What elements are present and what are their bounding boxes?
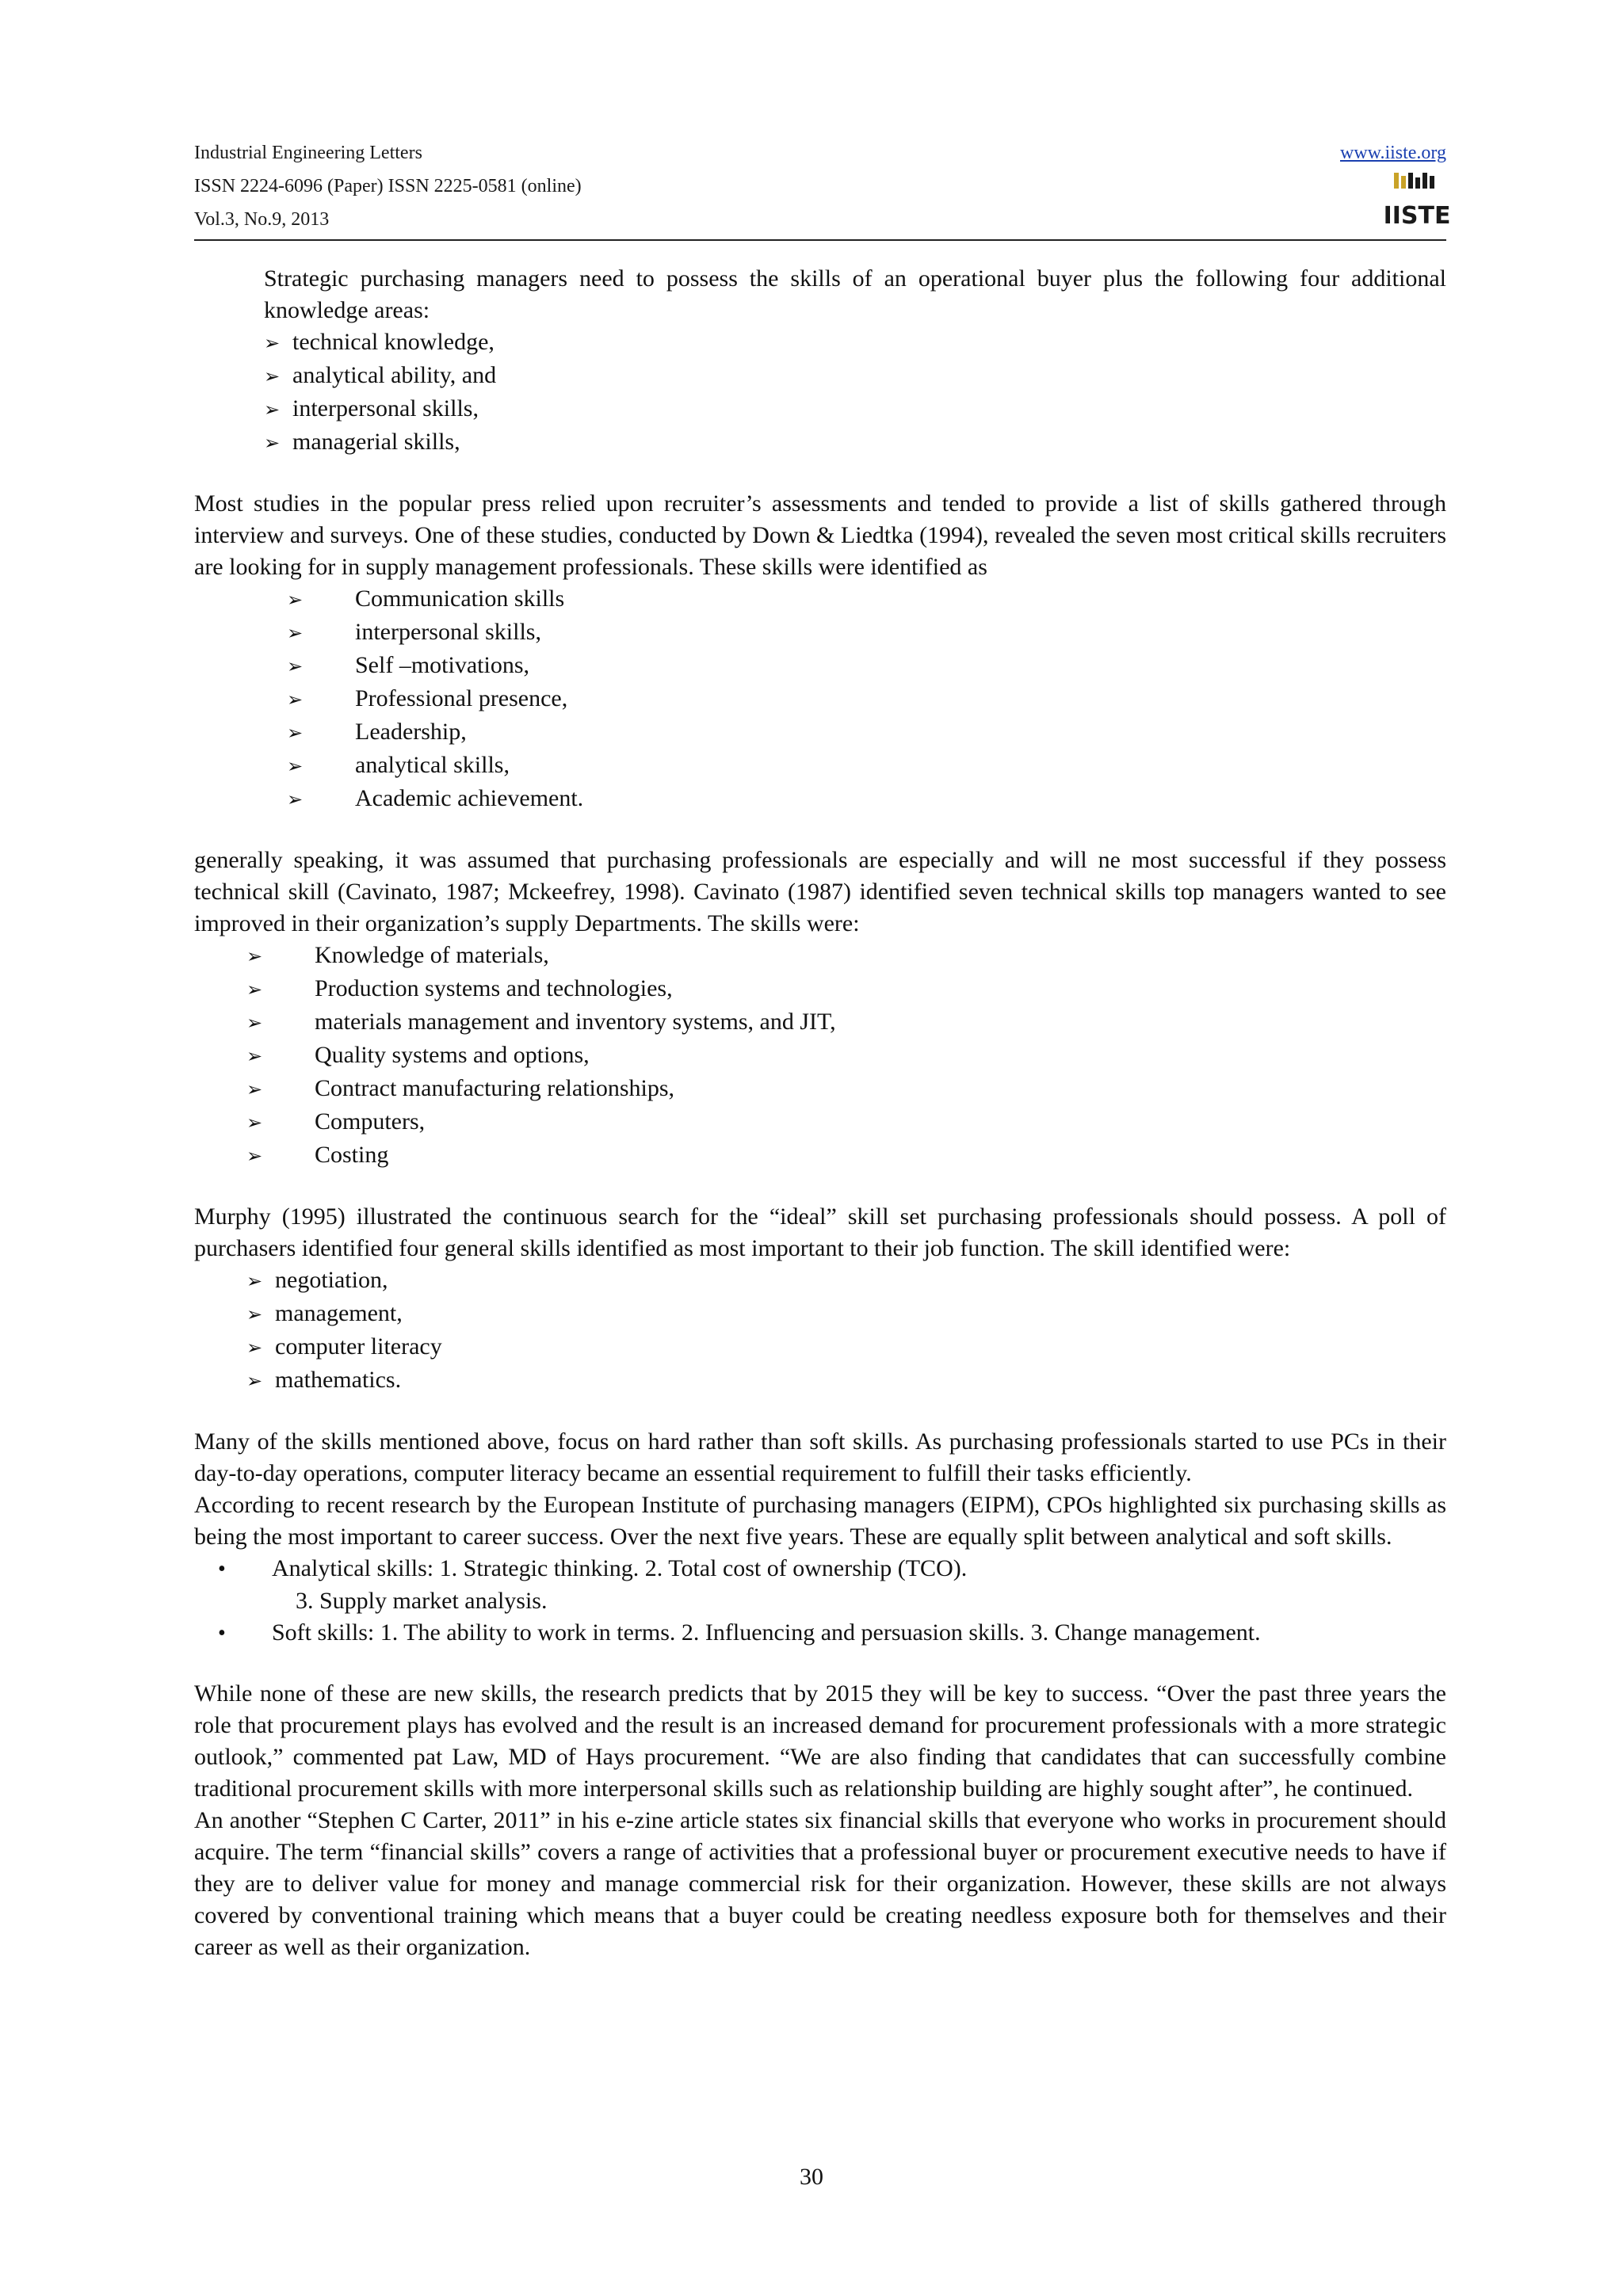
arrow-bullet-icon: ➢	[246, 1080, 263, 1100]
intro-paragraph: Strategic purchasing managers need to possess the skills of an operational buyer plus the following four additional knowledge areas:	[264, 265, 1446, 323]
list-item: • Soft skills: 1. The ability to work in terms. 2. Influencing and persuasion skills. 3. Change management.	[218, 1617, 1446, 1650]
iiste-logo-icon	[1383, 171, 1451, 230]
recruiter-skills-list	[194, 583, 1446, 816]
arrow-bullet-icon: ➢	[287, 723, 304, 744]
knowledge-areas-list	[194, 326, 1446, 460]
arrow-bullet-icon: ➢	[246, 1047, 263, 1067]
list-item: ➢ mathematics.	[246, 1364, 1446, 1398]
arrow-bullet-icon: ➢	[264, 433, 281, 454]
bullet-icon: •	[218, 1557, 226, 1581]
arrow-bullet-icon: ➢	[287, 657, 304, 677]
arrow-bullet-icon: ➢	[246, 980, 263, 1001]
journal-name: Industrial Engineering Letters	[194, 143, 422, 163]
body-paragraph: generally speaking, it was assumed that purchasing professionals are especially and will ne most successful if they possess technical skill (Cavinato, 1987; Mckeefrey, 1998). Cavinato (1987) identified seven technical skills top managers wanted to see improved in their organization’s supply Departments. The skills were:	[194, 847, 1446, 936]
body-paragraph: Murphy (1995) illustrated the continuous search for the “ideal” skill set purchasing professionals should possess. A poll of purchasers identified four general skills identified as most important to their job function. The skill identified were:	[194, 1203, 1446, 1261]
list-item-continuation: 3. Supply market analysis.	[296, 1588, 548, 1614]
list-item: ➢ managerial skills,	[264, 426, 1446, 460]
volume-line: Vol.3, No.9, 2013	[194, 209, 330, 230]
list-item: ➢ Quality systems and options,	[246, 1039, 1446, 1073]
list-item: ➢ technical knowledge,	[264, 326, 1446, 360]
header-rule	[194, 239, 1446, 241]
general-skills-list	[194, 1264, 1446, 1398]
list-item: ➢ analytical ability, and	[264, 360, 1446, 393]
arrow-bullet-icon: ➢	[246, 1013, 263, 1034]
arrow-bullet-icon: ➢	[246, 1338, 263, 1359]
arrow-bullet-icon: ➢	[246, 947, 263, 967]
list-item: ➢ Academic achievement.	[287, 783, 1446, 816]
arrow-bullet-icon: ➢	[287, 690, 304, 711]
arrow-bullet-icon: ➢	[246, 1371, 263, 1392]
issn-line: ISSN 2224-6096 (Paper) ISSN 2225-0581 (online)	[194, 176, 582, 196]
list-item: ➢ Production systems and technologies,	[246, 973, 1446, 1006]
list-item: ➢ negotiation,	[246, 1264, 1446, 1298]
list-item: ➢ computer literacy	[246, 1331, 1446, 1364]
arrow-bullet-icon: ➢	[287, 624, 304, 644]
page-header	[194, 136, 1451, 238]
list-item: ➢ Contract manufacturing relationships,	[246, 1073, 1446, 1106]
arrow-bullet-icon: ➢	[264, 367, 281, 387]
list-item: ➢ Computers,	[246, 1106, 1446, 1139]
list-item: ➢ Professional presence,	[287, 683, 1446, 716]
arrow-bullet-icon: ➢	[246, 1272, 263, 1292]
list-item: ➢ management,	[246, 1298, 1446, 1331]
list-item: ➢ interpersonal skills,	[287, 616, 1446, 650]
arrow-bullet-icon: ➢	[264, 334, 281, 354]
body-paragraph: Most studies in the popular press relied upon recruiter’s assessments and tended to provide a list of skills gathered through interview and surveys. One of these studies, conducted by Down & Liedtka (1994), revealed the seven most critical skills recruiters are looking for in supply management professionals. These skills were identified as	[194, 490, 1446, 580]
arrow-bullet-icon: ➢	[246, 1146, 263, 1167]
list-item: ➢ interpersonal skills,	[264, 393, 1446, 426]
list-item: ➢ Knowledge of materials,	[246, 940, 1446, 973]
arrow-bullet-icon: ➢	[246, 1305, 263, 1325]
list-item: ➢ Costing	[246, 1139, 1446, 1173]
body-paragraph: According to recent research by the European Institute of purchasing managers (EIPM), CPOs highlighted six purchasing skills as being the most important to career success. Over the next five years. These are equally split between analytical and soft skills.	[194, 1492, 1446, 1550]
list-item: • Analytical skills: 1. Strategic thinking. 2. Total cost of ownership (TCO).	[218, 1553, 1446, 1585]
eipm-skills-list	[194, 1553, 1446, 1650]
body-paragraph: Many of the skills mentioned above, focus on hard rather than soft skills. As purchasing professionals started to use PCs in their day-to-day operations, computer literacy became an essential requirement to fulfill their tasks efficiently.	[194, 1428, 1446, 1486]
list-item: ➢ Leadership,	[287, 716, 1446, 749]
journal-url-link[interactable]: www.iiste.org	[1340, 143, 1446, 163]
arrow-bullet-icon: ➢	[264, 400, 281, 421]
list-item: ➢ Self –motivations,	[287, 650, 1446, 683]
body-paragraph: While none of these are new skills, the research predicts that by 2015 they will be key to success. “Over the past three years the role that procurement plays has evolved and the result is an increased demand for procurement professionals with a more strategic outlook,” commented pat Law, MD of Hays procurement. “We are also finding that candidates that can successfully combine traditional procurement skills with more interpersonal skills such as relationship building are highly sought after”, he continued.	[194, 1680, 1446, 1802]
list-item: ➢ analytical skills,	[287, 749, 1446, 783]
technical-skills-list	[194, 940, 1446, 1173]
body-paragraph: An another “Stephen C Carter, 2011” in his e-zine article states six financial skills that everyone who works in procurement should acquire. The term “financial skills” covers a range of activities that a professional buyer or procurement executive needs to have if they are to deliver value for money and manage commercial risk for their organization. However, these skills are not always covered by conventional training which means that a buyer could be creating needless exposure both for themselves and their career as well as their organization.	[194, 1807, 1446, 1960]
arrow-bullet-icon: ➢	[246, 1113, 263, 1134]
svg-text:IISTE: IISTE	[1383, 202, 1451, 230]
arrow-bullet-icon: ➢	[287, 790, 304, 810]
list-item: ➢ materials management and inventory systems, and JIT,	[246, 1006, 1446, 1039]
arrow-bullet-icon: ➢	[287, 590, 304, 611]
bullet-icon: •	[218, 1621, 226, 1646]
arrow-bullet-icon: ➢	[287, 757, 304, 777]
page-number: 30	[800, 2164, 823, 2190]
list-item: ➢ Communication skills	[287, 583, 1446, 616]
main-content	[194, 263, 1446, 1963]
